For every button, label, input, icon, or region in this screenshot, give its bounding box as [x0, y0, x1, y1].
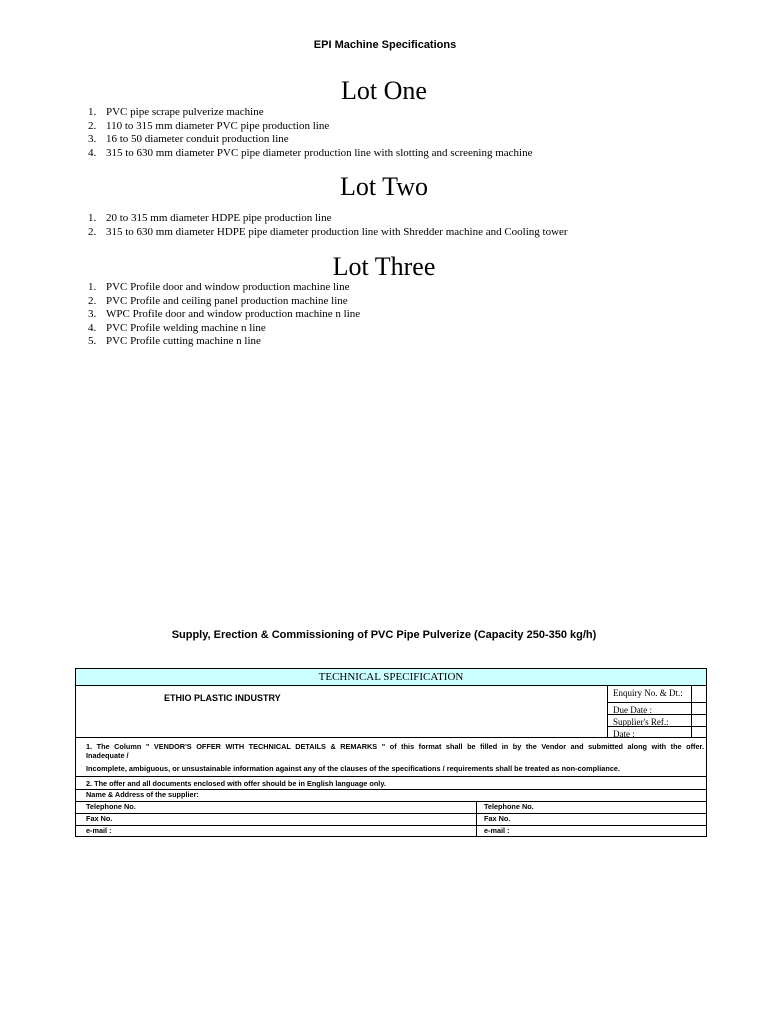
email-label: e-mail : [86, 826, 112, 835]
list-item: 2. 315 to 630 mm diameter HDPE pipe diameter production line with Shredder machine and Cooling tower [88, 225, 568, 238]
list-item: 2. 110 to 315 mm diameter PVC pipe production line [88, 119, 330, 132]
email-label-right: e-mail : [484, 826, 510, 835]
list-item: 1. PVC pipe scrape pulverize machine [88, 106, 264, 118]
divider [608, 726, 692, 727]
lot-one-heading: Lot One [341, 76, 427, 105]
lot-two-list [88, 212, 568, 239]
telephone-label-right: Telephone No. [484, 802, 534, 811]
list-item: 1. PVC Profile door and window production machine line [88, 281, 350, 293]
lot-three-list [88, 281, 360, 349]
lot-three-heading: Lot Three [332, 252, 436, 281]
supplier-ref-label: Supplier's Ref.: [613, 717, 669, 727]
date-field[interactable] [691, 726, 706, 737]
technical-specification-table [75, 668, 707, 837]
list-item: 4. PVC Profile welding machine n line [88, 321, 266, 334]
document-title: EPI Machine Specifications [313, 39, 457, 51]
vendor-instruction-note: 1. The Column " VENDOR'S OFFER WITH TECHNICAL DETAILS & REMARKS " of this format shall be filled in by the Vendor and submitted along with the offer. Inadequate / Incomplete, ambiguous, or unsustainable information against any of the clauses of the specifications / requirements shall be treated as non-compliance. [86, 742, 704, 773]
fax-label-right: Fax No. [484, 814, 511, 823]
list-item: 5. PVC Profile cutting machine n line [88, 335, 261, 347]
section-title: Supply, Erection & Commissioning of PVC Pipe Pulverize (Capacity 250-350 kg/h) [171, 629, 597, 641]
lot-one-list [88, 106, 532, 160]
enquiry-number-label: Enquiry No. & Dt.: [613, 688, 683, 698]
due-date-field[interactable] [691, 702, 706, 714]
telephone-label: Telephone No. [86, 802, 136, 811]
reference-fields [607, 685, 706, 737]
divider [76, 825, 706, 826]
lot-two-heading: Lot Two [340, 172, 428, 201]
list-item: 1. 20 to 315 mm diameter HDPE pipe production line [88, 212, 332, 224]
supplier-name-address-label: Name & Address of the supplier: [86, 790, 199, 799]
column-divider [476, 801, 477, 837]
company-name: ETHIO PLASTIC INDUSTRY [164, 693, 281, 703]
divider [76, 737, 706, 738]
language-note: 2. The offer and all documents enclosed with offer should be in English language only. [86, 779, 386, 788]
supplier-ref-field[interactable] [691, 714, 706, 726]
divider [76, 801, 706, 802]
enquiry-number-field[interactable] [691, 685, 706, 702]
divider [608, 702, 692, 703]
list-item: 3. WPC Profile door and window production machine n line [88, 308, 361, 320]
spec-table-header: TECHNICAL SPECIFICATION [76, 669, 706, 686]
list-item: 4. 315 to 630 mm diameter PVC pipe diameter production line with slotting and screening machine [88, 146, 533, 159]
fax-label: Fax No. [86, 814, 113, 823]
list-item: 3. 16 to 50 diameter conduit production line [88, 133, 289, 145]
divider [76, 776, 706, 777]
date-label: Date : [613, 729, 635, 739]
list-item: 2. PVC Profile and ceiling panel production machine line [88, 294, 348, 307]
divider [608, 714, 692, 715]
due-date-label: Due Date : [613, 705, 652, 715]
divider [76, 813, 706, 814]
